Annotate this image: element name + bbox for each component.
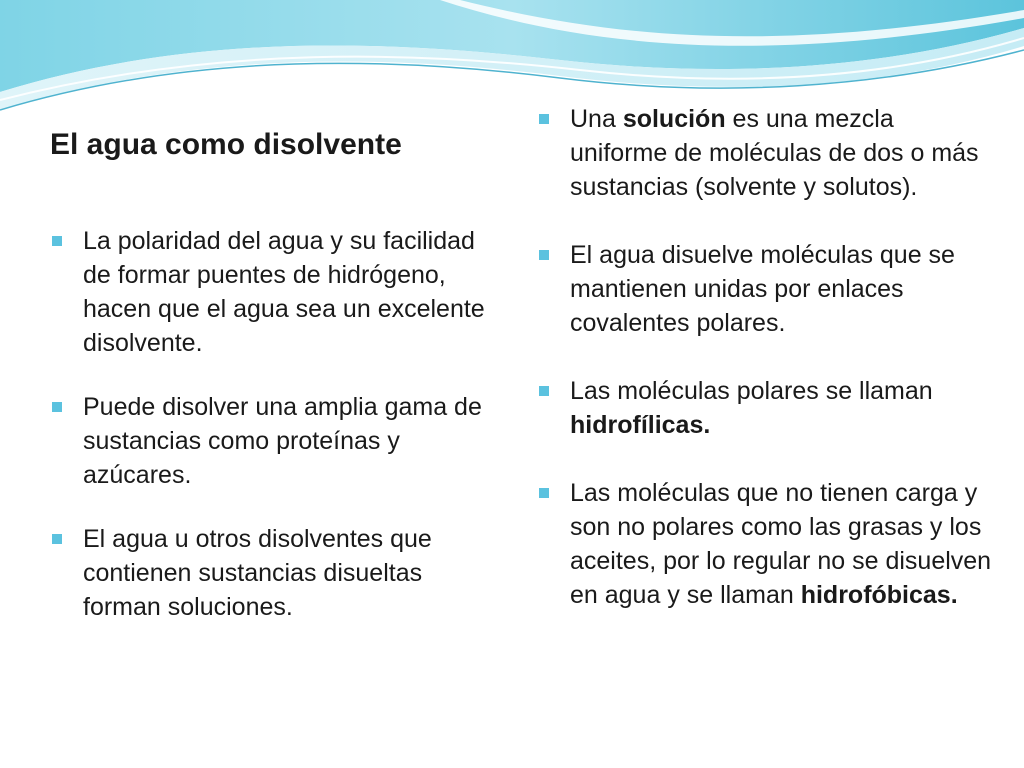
square-bullet-icon [539, 386, 549, 396]
bullet-text-before: Una [570, 105, 623, 133]
bullet-item [537, 238, 997, 340]
square-bullet-icon [52, 534, 62, 544]
bullet-item [537, 374, 997, 442]
bullet-text: Puede disolver una amplia gama de sustancias como proteínas y azúcares. [83, 393, 482, 489]
bullet-text: La polaridad del agua y su facilidad de formar puentes de hidrógeno, hacen que el agua sea un excelente disolvente. [83, 227, 485, 357]
bullet-text-after: es una mezcla uniforme de moléculas de dos o más sustancias (solvente y solutos). [570, 105, 979, 201]
bullet-item [50, 522, 490, 624]
right-bullet-list [537, 102, 997, 646]
square-bullet-icon [539, 488, 549, 498]
bullet-text-before: Las moléculas que no tienen carga y son no polares como las grasas y los aceites, por lo regular no se disuelven en agua y se llaman [570, 479, 992, 609]
bullet-keyword: solución [622, 105, 726, 133]
bullet-text: El agua u otros disolventes que contienen sustancias disueltas forman soluciones. [83, 525, 432, 621]
bullet-keyword: hidrofóbicas. [800, 581, 958, 609]
bullet-item [537, 102, 997, 204]
bullet-item [537, 476, 997, 612]
square-bullet-icon [539, 250, 549, 260]
bullet-text: El agua disuelve moléculas que se mantienen unidas por enlaces covalentes polares. [570, 241, 955, 337]
square-bullet-icon [52, 236, 62, 246]
bullet-keyword: hidrofílicas. [570, 411, 711, 439]
left-bullet-list [50, 224, 490, 654]
bullet-text-before: Las moléculas polares se llaman [570, 377, 933, 405]
bullet-item [50, 224, 490, 360]
square-bullet-icon [52, 402, 62, 412]
square-bullet-icon [539, 114, 549, 124]
slide-title: El agua como disolvente [50, 128, 402, 161]
bullet-item [50, 390, 490, 492]
